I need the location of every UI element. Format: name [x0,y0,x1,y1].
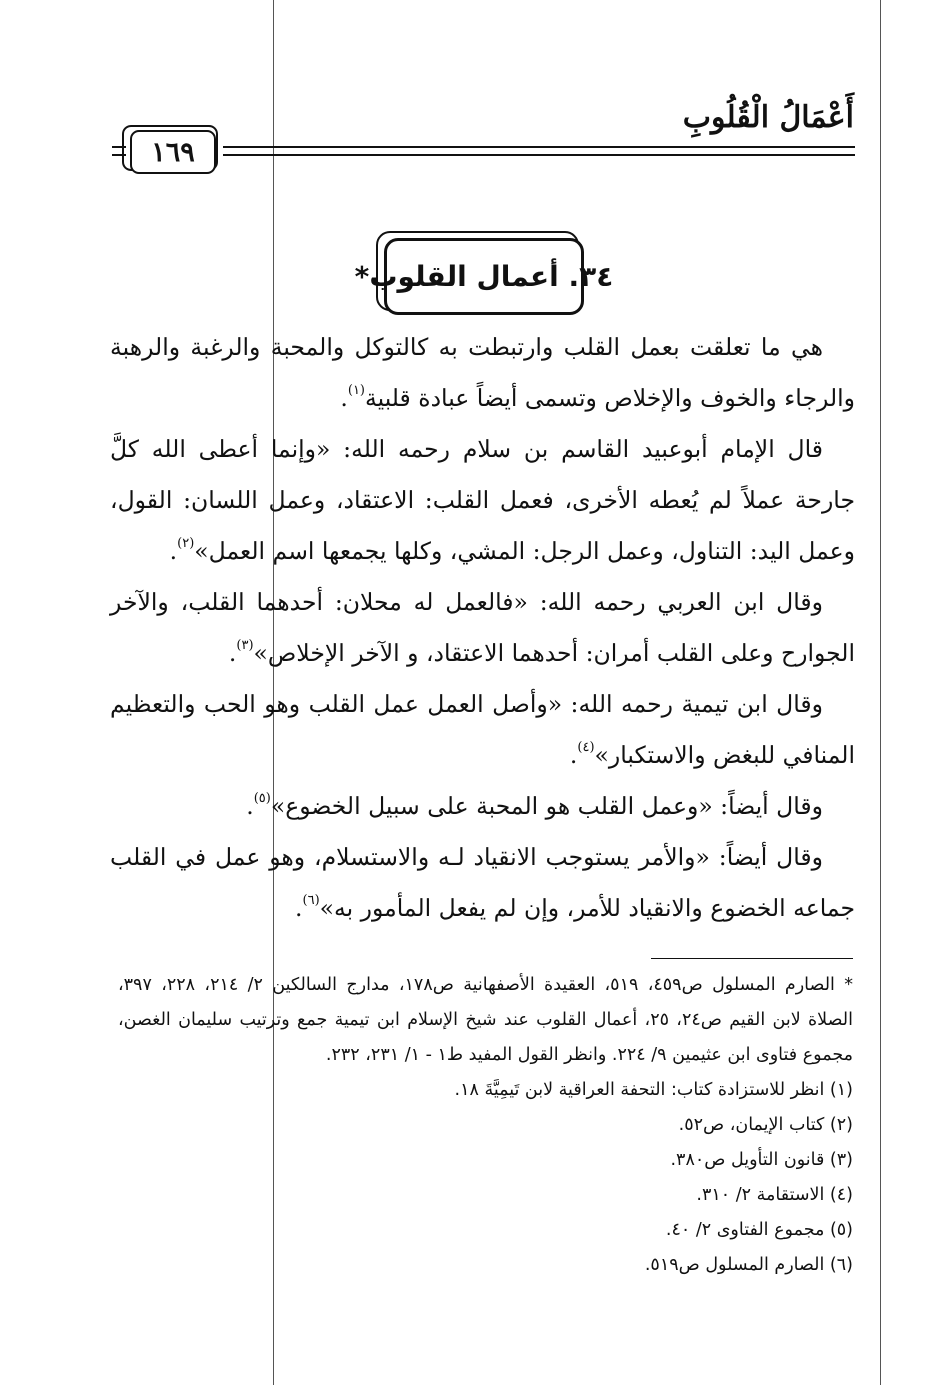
footnote-item: (٦) الصارم المسلول ص٥١٩. [644,1255,853,1275]
footnote-item: (٣) قانون التأويل ص٣٨٠. [670,1150,853,1170]
header-rule [223,146,855,148]
footnote-ref[interactable]: (٤) [577,740,595,755]
footnote-ref[interactable]: (٦) [302,893,320,908]
running-title: أَعْمَالُ الْقُلُوبِ [682,100,854,135]
header-rule [223,154,855,156]
footnote-item: (٥) مجموع الفتاوى ٢/ ٤٠. [665,1220,853,1240]
paragraph-end: . [569,741,578,769]
footnote-item: (١) انظر للاستزادة كتاب: التحفة العراقية لابن تَيمِيَّةَ ١٨. [454,1080,853,1100]
footnote-separator [651,958,853,959]
footnote-item: (٤) الاستقامة ٢/ ٣١٠. [696,1185,853,1205]
paragraph-text: هي ما تعلقت بعمل القلب وارتبطت به كالتوكل والمحبة والرغبة والرهبة والرجاء والخوف والإخلاص وتسمى أيضاً عبادة قلبية [110,333,855,412]
footnotes [118,968,853,1283]
paragraph-end: . [295,894,303,922]
paragraph [110,832,855,934]
footnote-ref[interactable]: (١) [347,383,365,398]
page-number: ١٦٩ [130,130,216,174]
chapter-title: ٣٤. أعمال القلوب* [354,260,614,293]
footnote-item: (٢) كتاب الإيمان، ص٥٢. [678,1115,853,1135]
paragraph [110,679,855,781]
paragraph-text: وقال ابن العربي رحمه الله: «فالعمل له محلان: أحدهما القلب، والآخر الجوارح وعلى القلب أمران: أحدهما الاعتقاد، و الآخر الإخلاص» [110,588,855,667]
paragraph-text: وقال أيضاً: «والأمر يستوجب الانقياد لـه والاستسلام، وهو عمل في القلب جماعه الخضوع والانقياد للأمر، وإن لم يفعل المأمور به» [110,843,855,922]
paragraph-end: . [169,537,178,565]
paragraph [110,577,855,679]
footnote-ref[interactable]: (٢) [177,536,195,551]
paragraph-end: . [340,384,348,412]
paragraph [110,781,855,832]
footnote-sources: * الصارم المسلول ص٤٥٩، ٥١٩، العقيدة الأصفهانية ص١٧٨، مدارج السالكين ٢/ ٢١٤، ٢٢٨، ٣٩٧، الصلاة لابن القيم ص٢٤، ٢٥، أعمال القلوب عند شيخ الإسلام ابن تيمية جمع وترتيب سليمان الغصن، مجموع فتاوى ابن عثيمين ٩/ ٢٢٤. وانظر القول المفيد ط١ - ١/ ٢٣١، ٢٣٢. [118,975,853,1065]
chapter-title-box [354,238,614,315]
scan-margin-line-right [880,0,881,1385]
paragraph-text: قال الإمام أبوعبيد القاسم بن سلام رحمه الله: «وإنما أعطى الله كلَّ جارحة عملاً لم يُعطه الأخرى، فعمل القلب: الاعتقاد، وعمل اللسان: القول، وعمل اليد: التناول، وعمل الرجل: المشي، وكلها يجمعها اسم العمل» [110,435,855,565]
paragraph [110,424,855,577]
paragraph-end: . [246,792,254,820]
paragraph [110,322,855,424]
paragraph-text: وقال أيضاً: «وعمل القلب هو المحبة على سبيل الخضوع» [270,792,823,820]
main-text [110,322,855,934]
paragraph-text: وقال ابن تيمية رحمه الله: «وأصل العمل عمل القلب وهو الحب والتعظيم المنافي للبغض والاستكبار» [110,690,855,769]
footnote-ref[interactable]: (٥) [253,791,271,806]
paragraph-end: . [228,639,237,667]
footnote-ref[interactable]: (٣) [236,638,254,653]
